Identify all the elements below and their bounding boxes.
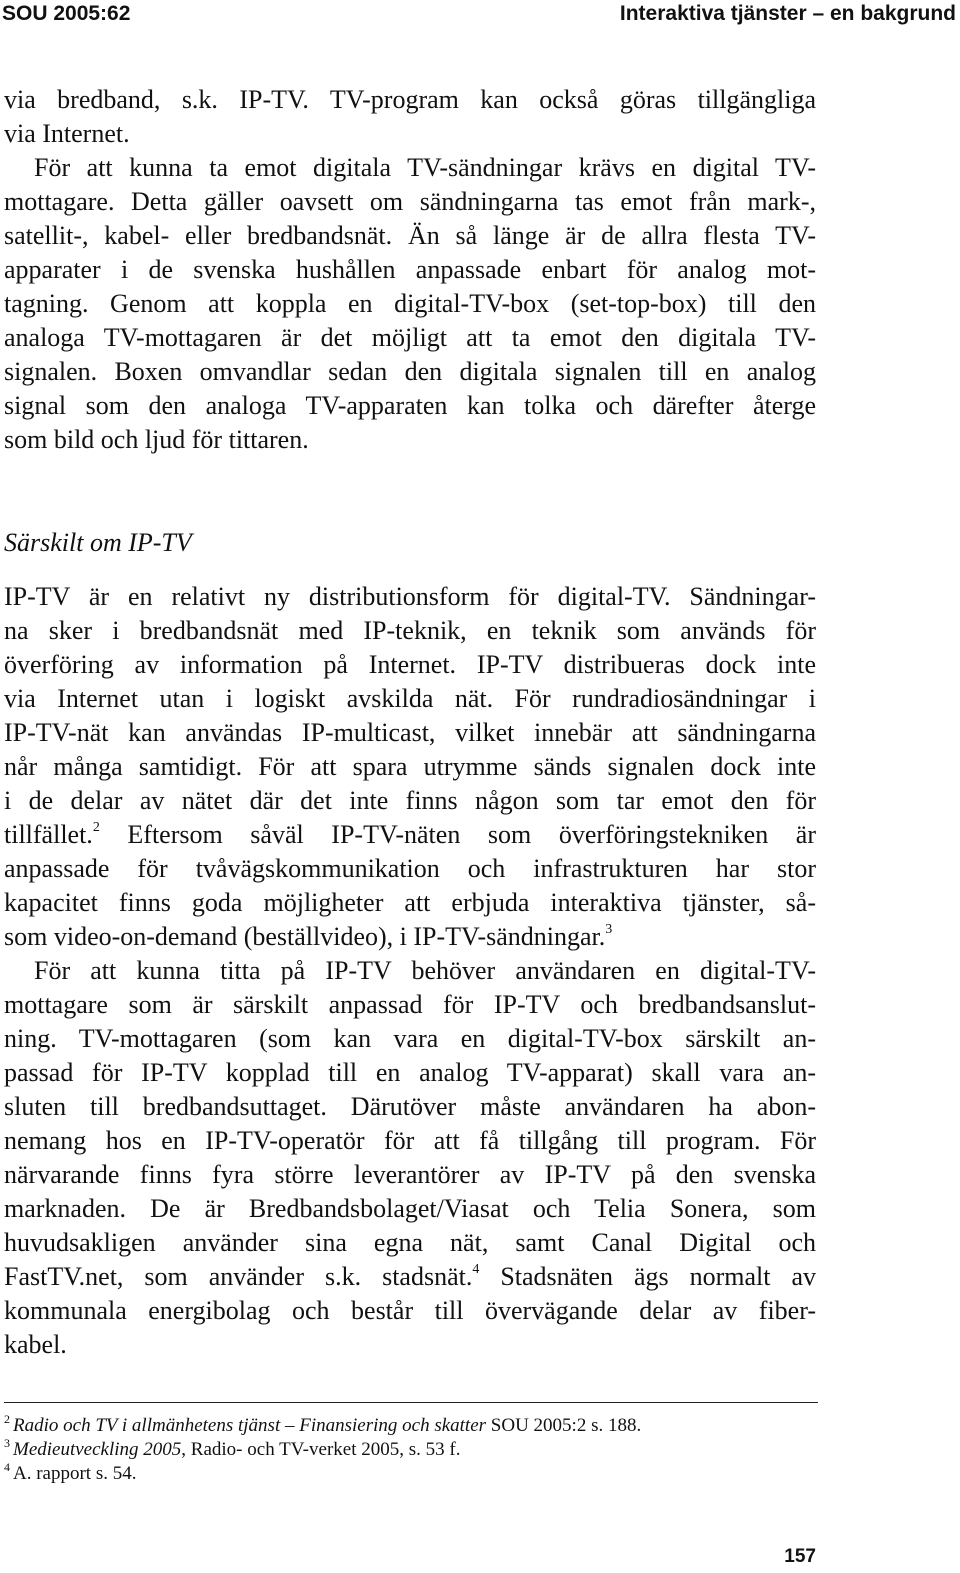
- text-run: tillfället.: [4, 820, 93, 849]
- text-line: [4, 1260, 816, 1294]
- text-line: na sker i bredbandsnät med IP-teknik, en teknik som används för: [4, 616, 816, 645]
- footnote-ref: 4: [472, 1262, 480, 1278]
- text-line: kapacitet finns goda möjligheter att erbjuda interaktiva tjänster, så-: [4, 888, 816, 917]
- page-number: 157: [784, 1546, 816, 1567]
- text-line: IP-TV är en relativt ny distributionsform för digital-TV. Sändningar-: [4, 582, 816, 611]
- section-heading: Särskilt om IP-TV: [4, 528, 192, 557]
- footnote-title: Radio och TV i allmänhetens tjänst – Finansiering och skatter: [13, 1415, 487, 1436]
- text-run: FastTV.net, som använder s.k. stadsnät.: [4, 1262, 473, 1291]
- footnote: [4, 1411, 642, 1438]
- body-text-intro: [4, 83, 816, 457]
- text-line: För att kunna titta på IP-TV behöver användaren en digital-TV-: [34, 956, 816, 985]
- text-line: via Internet.: [4, 119, 130, 148]
- text-line: För att kunna ta emot digitala TV-sändningar krävs en digital TV-: [34, 153, 816, 182]
- text-line: överföring av information på Internet. IP-TV distribueras dock inte: [4, 650, 816, 679]
- running-header-right: Interaktiva tjänster – en bakgrund: [619, 2, 956, 25]
- footnote-title: Medieutveckling 2005: [13, 1439, 182, 1460]
- footnote-text: SOU 2005:2 s. 188.: [486, 1415, 642, 1436]
- body-text-ip-tv: [4, 580, 816, 1362]
- footnote-text: , Radio- och TV-verket 2005, s. 53 f.: [181, 1439, 461, 1460]
- text-line: mottagare. Detta gäller oavsett om sändningarna tas emot från mark-,: [4, 187, 816, 216]
- text-line: satellit-, kabel- eller bredbandsnät. Än så länge är de allra flesta TV-: [4, 221, 816, 250]
- text-line: i de delar av nätet där det inte finns någon som tar emot den för: [4, 786, 816, 815]
- text-run: Stadsnäten ägs normalt av: [500, 1262, 816, 1291]
- text-run: Eftersom såväl IP-TV-näten som överföringstekniken är: [127, 820, 816, 849]
- text-line: apparater i de svenska hushållen anpassade enbart för analog mot-: [4, 255, 816, 284]
- footnote-number: 2: [4, 1411, 10, 1426]
- text-line: når många samtidigt. För att spara utrymme sänds signalen dock inte: [4, 752, 816, 781]
- text-line: som bild och ljud för tittaren.: [4, 425, 309, 454]
- text-line: närvarande finns fyra större leverantörer av IP-TV på den svenska: [4, 1160, 816, 1189]
- text-line: via Internet utan i logiskt avskilda nät. För rundradiosändningar i: [4, 684, 816, 713]
- text-line: nemang hos en IP-TV-operatör för att få tillgång till program. För: [4, 1126, 816, 1155]
- footnote: [4, 1459, 641, 1486]
- text-run: som video-on-demand (beställvideo), i IP-TV-sändningar.: [4, 922, 606, 951]
- text-line: [4, 920, 816, 954]
- text-line: IP-TV-nät kan användas IP-multicast, vilket innebär att sändningarna: [4, 718, 816, 747]
- text-line: analoga TV-mottagaren är det möjligt att ta emot den digitala TV-: [4, 323, 816, 352]
- text-line: tagning. Genom att koppla en digital-TV-box (set-top-box) till den: [4, 289, 816, 318]
- text-line: ning. TV-mottagaren (som kan vara en digital-TV-box särskilt an-: [4, 1024, 816, 1053]
- text-line: anpassade för tvåvägskommunikation och infrastrukturen har stor: [4, 854, 816, 883]
- running-header-left: SOU 2005:62: [2, 2, 131, 25]
- text-line: [4, 818, 816, 852]
- footnote-divider: [4, 1402, 818, 1403]
- footnote: [4, 1435, 641, 1462]
- footnote-number: 4: [4, 1459, 10, 1474]
- footnote-text: A. rapport s. 54.: [13, 1463, 137, 1484]
- text-line: passad för IP-TV kopplad till en analog TV-apparat) skall vara an-: [4, 1058, 816, 1087]
- text-line: huvudsakligen använder sina egna nät, samt Canal Digital och: [4, 1228, 816, 1257]
- text-line: kommunala energibolag och består till övervägande delar av fiber-: [4, 1296, 816, 1325]
- text-line: kabel.: [4, 1330, 67, 1359]
- text-line: signal som den analoga TV-apparaten kan tolka och därefter återge: [4, 391, 816, 420]
- footnote-number: 3: [4, 1435, 10, 1450]
- text-line: signalen. Boxen omvandlar sedan den digitala signalen till en analog: [4, 357, 816, 386]
- text-line: sluten till bredbandsuttaget. Därutöver måste användaren ha abon-: [4, 1092, 816, 1121]
- footnotes: [4, 1411, 642, 1486]
- text-line: mottagare som är särskilt anpassad för IP-TV och bredbandsanslut-: [4, 990, 816, 1019]
- footnote-ref: 2: [92, 820, 100, 836]
- text-line: via bredband, s.k. IP-TV. TV-program kan också göras tillgängliga: [4, 85, 816, 114]
- text-line: marknaden. De är Bredbandsbolaget/Viasat och Telia Sonera, som: [4, 1194, 816, 1223]
- footnote-ref: 3: [605, 922, 613, 938]
